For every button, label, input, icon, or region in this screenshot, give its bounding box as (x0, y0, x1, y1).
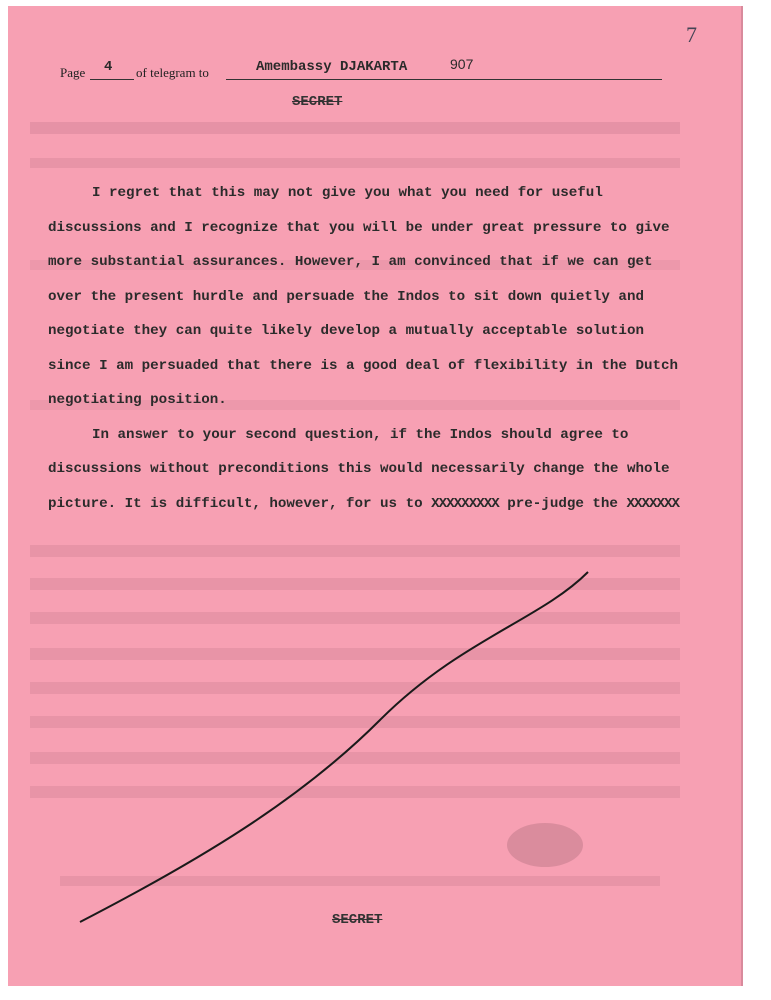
classification-top: SECRET (292, 94, 343, 110)
classification-bottom: SECRET (332, 912, 383, 928)
thumbprint-smudge (507, 823, 583, 867)
handwritten-page-number: 7 (686, 22, 697, 47)
paragraph-1: I regret that this may not give you what you need for useful discussions and I recognize that you will be under great pressure to give more substantial assurances. However, I am convinced that if we can get over the present hurdle and persuade the Indos to sit down quietly and negotiate they can quite likely develop a mutually acceptable solution since I am persuaded that there is a good deal of flexibility in the Dutch negotiating position. (48, 185, 679, 408)
paragraph-2-continuation: pre-judge the (498, 495, 627, 512)
paragraph-2-text: In answer to your second question, if the Indos should agree to discussions without preconditions this would necessarily change the whole picture. It is difficult, however, for us to (48, 426, 670, 512)
page-label: Page (60, 65, 86, 80)
page-value: 4 (104, 59, 113, 75)
of-telegram-label: of telegram to (136, 65, 209, 80)
struck-out-text: XXXXXXXXX (431, 495, 499, 512)
struck-out-text-end: XXXXXXX (626, 495, 680, 512)
recipient: Amembassy DJAKARTA (256, 59, 408, 75)
telegram-number: 907 (450, 56, 474, 72)
